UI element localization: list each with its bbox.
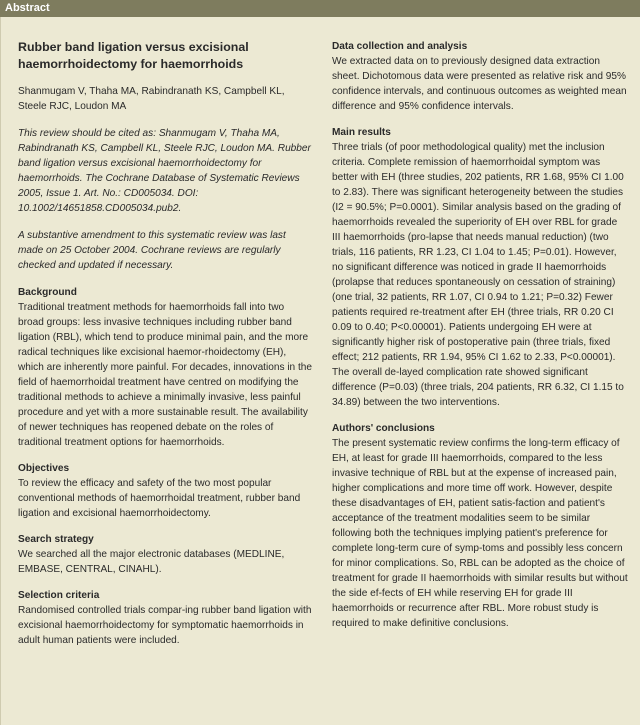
search-strategy-text: We searched all the major electronic databases (MEDLINE, EMBASE, CENTRAL, CINAHL). <box>18 549 285 575</box>
search-strategy-heading: Search strategy <box>18 534 94 545</box>
objectives-heading: Objectives <box>18 463 70 474</box>
left-column <box>18 39 312 659</box>
selection-criteria-heading: Selection criteria <box>18 590 100 601</box>
main-results-text: Three trials (of poor methodological quality) met the inclusion criteria. Complete remission of haemorrhoidal symptom was better with EH (three studies, 202 patients, RR 1.68, 95% CI 1.00 to 2.83). There was significant heterogeneity between the studies (I2 = 90.5%; P=0.0001). Similar analysis based on the grading of haemorrhoids revealed the superiority of EH over RBL for grade III haemorrhoids (pro-lapse that needs manual reduction) (two trials, 116 patients, RR 1.23, CI 1.04 to 1.45; P=0.01). However, no significant difference was noticed in grade II haemorrhoids (prolapse that reduces spontaneously on cessation of straining) (one trial, 32 patients, RR 1.07, CI 0.94 to 1.21; P=0.32) Fewer patients required re-treatment after EH (three trials, RR 0.20 CI 0.09 to 0.40; P<0.00001). Patients undergoing EH were at significantly higher risk of postoperative pain (three trials, fixed effect; 212 patients, RR 1.94, 95% CI 1.62 to 2.33, P<0.00001). The overall de-layed complication rate showed significant difference (P=0.03) (three trials, 204 patients, RR 6.32, CI 1.15 to 34.89) between the two interventions. <box>332 142 624 408</box>
selection-criteria-text: Randomised controlled trials compar-ing rubber band ligation with excisional haemorrhoidectomy for symptomatic haemorrhoids in adult human patients were included. <box>18 605 312 646</box>
authors: Shanmugam V, Thaha MA, Rabindranath KS, Campbell KL, Steele RJC, Loudon MA <box>18 86 285 112</box>
abstract-body <box>0 17 640 725</box>
main-results-heading: Main results <box>332 127 391 138</box>
background-text: Traditional treatment methods for haemorrhoids fall into two broad groups: less invasive techniques including rubber band ligation (RBL), which tend to produce minimal pain, and the more radical techniques like excisional haemor-rhoidectomy (EH), which are inherently more painful. For decades, innovations in the field of haemorrhoidal treatment have centred on modifying the traditional methods to achieve a minimally invasive, less painful procedure and yet with a more sustainable result. The availability of newer techniques has reopened debate on the roles of traditional treatment options for haemorrhoids. <box>18 302 313 448</box>
data-collection-heading: Data collection and analysis <box>332 41 468 52</box>
data-collection-text: We extracted data on to previously designed data extraction sheet. Dichotomous data were presented as relative risk and 95% confidence intervals, and continuous outcomes as weighted mean difference and 95% confidence intervals. <box>332 56 627 112</box>
citation: This review should be cited as: Shanmugam V, Thaha MA, Rabindranath KS, Campbell KL, Steele RJC, Loudon MA. Rubber band ligation versus excisional haemorrhoidectomy for haemorrhoids. The Cochrane Database of Systematic Reviews 2005, Issue 1. Art. No.: CD005034. DOI: 10.1002/14651858.CD005034.pub2. <box>18 128 311 214</box>
right-column <box>332 39 628 642</box>
amendment-note: A substantive amendment to this systematic review was last made on 25 October 2004. Cochrane reviews are regularly checked and updated if necessary. <box>18 230 286 271</box>
authors-conclusions-text: The present systematic review confirms the long-term efficacy of EH, at least for grade III haemorrhoids, compared to the less invasive technique of RBL but at the expense of increased pain, higher complications and more time off work. However, despite these disadvantages of EH, patient satis-faction and patient's acceptance of the treatment modalities seem to be similar following both the techniques implying patient's preference for complete long-term cure of symp-toms and possibly less concern for minor complications. So, RBL can be adopted as the choice of treatment for grade II haemorrhoids with similar results but without the side ef-fects of EH while reserving EH for grade III haemorrhoids or recurrence after RBL. More robust study is required to make definitive conclusions. <box>332 438 628 629</box>
objectives-text: To review the efficacy and safety of the two most popular conventional methods of haemorrhoidal treatment, rubber band ligation and excisional haemorrhoidectomy. <box>18 478 301 519</box>
abstract-header: Abstract <box>0 0 640 17</box>
background-heading: Background <box>18 287 77 298</box>
article-title: Rubber band ligation versus excisional haemorrhoidectomy for haemorrhoids <box>18 40 249 71</box>
authors-conclusions-heading: Authors' conclusions <box>332 423 435 434</box>
